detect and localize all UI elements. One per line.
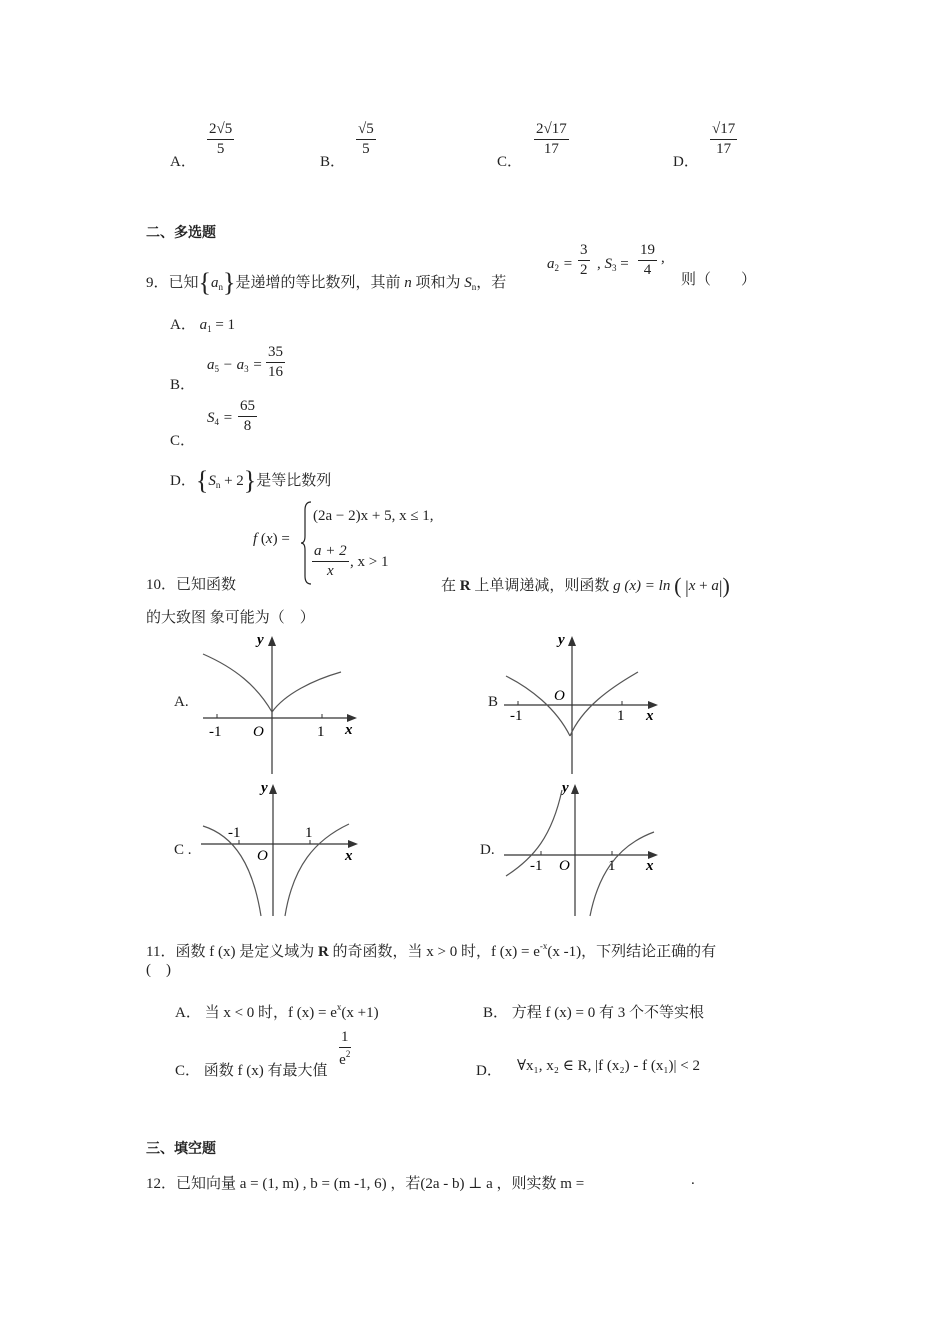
graph-c: [195, 776, 370, 918]
svg-text:O: O: [559, 858, 570, 874]
q9-option-a: A． $a_1 = 1$: [170, 317, 236, 334]
q12-number: 12．: [146, 1176, 177, 1192]
graph-b-label: B: [488, 694, 499, 710]
graph-c-label: C .: [174, 842, 192, 858]
svg-text:O: O: [554, 688, 565, 704]
svg-text:x: x: [646, 708, 654, 724]
q9-cond1-frac: 3 2: [580, 242, 588, 278]
graph-d-label: D.: [480, 842, 495, 858]
svg-text:x: x: [345, 848, 353, 864]
q11-option-b: B． 方程 f (x) = 0 有 3 个不等实根: [483, 1005, 704, 1021]
q12-end: .: [691, 1172, 695, 1188]
q8-option-c-frac: 2√17 17: [536, 121, 567, 157]
svg-text:O: O: [253, 724, 264, 740]
q9-text-d: ，若: [476, 275, 507, 291]
q9-cond2-frac: 19 4: [640, 242, 655, 278]
graph-b: [500, 628, 670, 776]
q10-text-d: 的大致图 象可能为（ ）: [146, 610, 315, 626]
svg-text:y: y: [558, 632, 565, 648]
svg-text:x: x: [345, 722, 353, 738]
q10-piece2-frac: a + 2 x: [314, 543, 347, 579]
q8-option-b-frac: √5 5: [358, 121, 374, 157]
q8-option-c-label: C．: [497, 154, 523, 170]
q10-piece2-tail: , x > 1: [350, 554, 389, 570]
q9-option-b-frac: 35 16: [268, 344, 283, 380]
q9-option-c-label: C．: [170, 433, 196, 449]
svg-text:-1: -1: [510, 708, 523, 724]
svg-text:1: 1: [317, 724, 325, 740]
q10-number: 10．: [146, 577, 177, 593]
svg-text:x: x: [646, 858, 654, 874]
q9-number: 9．: [146, 275, 169, 291]
q9-text-e: 则（ ）: [681, 272, 757, 288]
svg-text:y: y: [562, 780, 569, 796]
q9-text-c: 项和为: [415, 275, 461, 291]
q8-option-d-label: D．: [673, 154, 699, 170]
svg-text:-1: -1: [530, 858, 543, 874]
q9-option-b-label: B．: [170, 377, 196, 393]
q10-gx: g (x) = ln: [613, 578, 671, 594]
q8-option-b-label: B．: [320, 154, 346, 170]
q12-text: 已知向量 a = (1, m) , b = (m -1, 6) ，若(2a - b) ⊥ a ，则实数 m =: [176, 1176, 585, 1192]
q11-option-a: A． 当 x < 0 时，f $(x) = e^x(x +1)$: [175, 1002, 379, 1021]
svg-text:-1: -1: [228, 825, 241, 841]
q11-option-d-label: D．: [476, 1063, 502, 1079]
q11-option-c-frac: 1 $e^2$: [339, 1029, 351, 1068]
q10-text-a: 已知函数: [176, 577, 237, 593]
q9-option-d: D．$\{S_n + 2\}$是等比数列: [170, 466, 332, 495]
q10-piece1: (2a − 2)x + 5, x ≤ 1,: [313, 508, 434, 524]
svg-text:y: y: [261, 780, 268, 796]
section-title-multi-choice: 二、多选题: [146, 225, 216, 241]
q8-option-a-label: A．: [170, 154, 196, 170]
q8-option-d-frac: √17 17: [712, 121, 736, 157]
q9-text-b: 是递增的等比数列，其前: [235, 275, 401, 291]
svg-text:1: 1: [608, 858, 616, 874]
graph-a: [195, 628, 370, 776]
graph-a-label: A.: [174, 694, 189, 710]
q11-number: 11．: [146, 944, 176, 960]
section-title-fill-blank: 三、填空题: [146, 1141, 216, 1157]
svg-text:y: y: [257, 632, 264, 648]
q11-paren: ( ): [146, 962, 171, 978]
q8-option-a-frac: 2√5 5: [209, 121, 233, 157]
svg-text:1: 1: [617, 708, 625, 724]
q11-option-c: C． 函数 f (x) 有最大值: [175, 1063, 328, 1079]
q11-option-d-expr: ∀x₁, x₂ ∈ R, |f (x₂) - f (x₁)| < 2: [517, 1058, 701, 1074]
q9-text-a: 已知: [168, 275, 199, 291]
svg-text:O: O: [257, 848, 268, 864]
graph-d: [500, 776, 670, 918]
q10-fx: f (x) =: [253, 531, 290, 547]
svg-text:-1: -1: [209, 724, 222, 740]
svg-text:1: 1: [305, 825, 313, 841]
q9-option-c-frac: 65 8: [240, 398, 255, 434]
